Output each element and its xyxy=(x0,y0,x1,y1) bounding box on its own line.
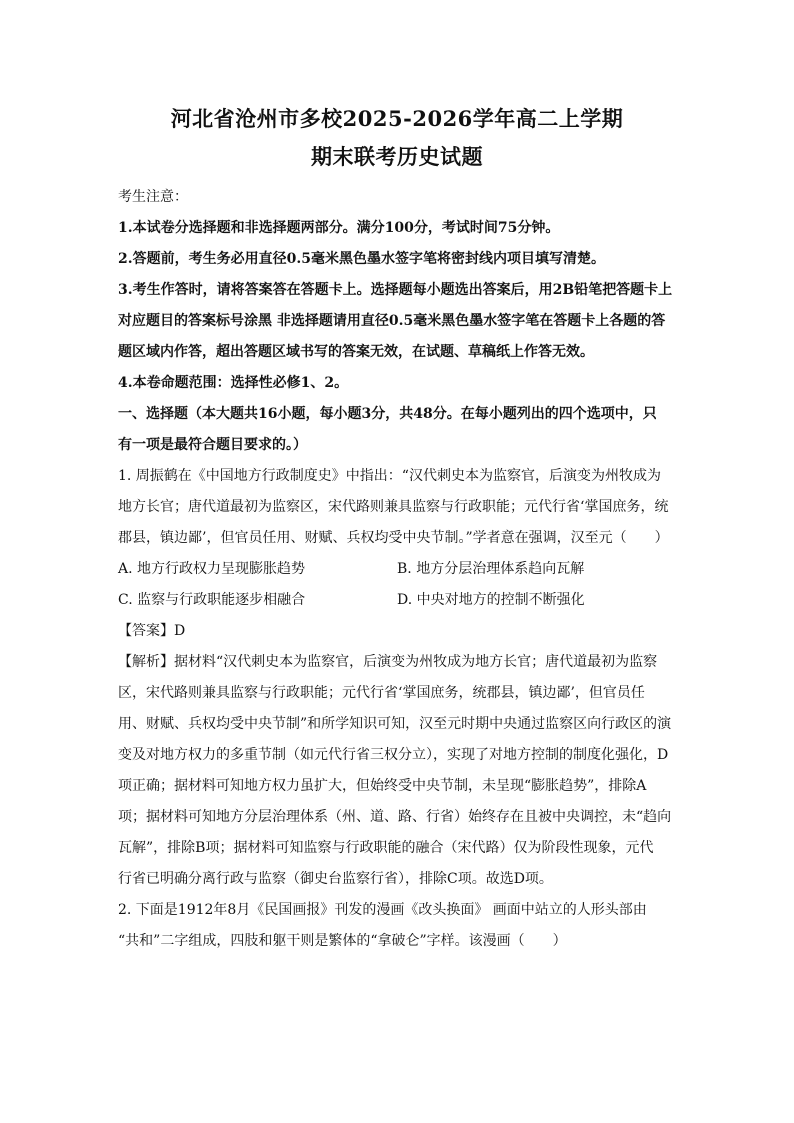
exam-title-line1: 河北省沧州市多校2025-2026学年高二上学期 xyxy=(170,106,624,131)
q2-stem-line2: “共和”二字组成，四肢和躯干则是繁体的“拿破仑”字样。该漫画（ ） xyxy=(118,933,567,949)
section-heading-line2: 有一项是最符合题目要求的。） xyxy=(118,437,307,453)
q1-analysis-line1: 【解析】据材料“汉代刺史本为监察官，后演变为州牧成为地方长官；唐代道最初为监察 xyxy=(118,654,658,670)
q1-option-b: B. 地方分层治理体系趋向瓦解 xyxy=(397,561,585,577)
q1-option-c: C. 监察与行政职能逐步相融合 xyxy=(118,592,306,608)
q1-analysis-line8: 行省已明确分离行政与监察（御史台监察行省），排除C项。故选D项。 xyxy=(118,871,553,887)
notice-item-2: 2.答题前，考生务必用直径0.5毫米黑色墨水签字笔将密封线内项目填写清楚。 xyxy=(118,251,605,267)
exam-title-line2: 期末联考历史试题 xyxy=(311,144,483,169)
q1-options xyxy=(118,554,676,616)
q1-analysis-line6: 项；据材料可知地方分层治理体系（州、道、路、行省）始终存在且被中央调控，未“趋向 xyxy=(118,809,672,825)
q1-analysis-line7: 瓦解”，排除B项；据材料可知监察与行政职能的融合（宋代路）仅为阶段性现象，元代 xyxy=(118,840,654,856)
question-2 xyxy=(118,895,676,957)
q1-analysis-line4: 变及对地方权力的多重节制（如元代行省三权分立），实现了对地方控制的制度化强化，D xyxy=(118,747,669,763)
q1-analysis-line3: 用、财赋、兵权均受中央节制”和所学知识可知，汉至元时期中央通过监察区向行政区的演 xyxy=(118,716,672,732)
section-heading-line1: 一、选择题（本大题共16小题，每小题3分，共48分。在每小题列出的四个选项中，只 xyxy=(118,406,657,422)
notice-item-3-cont: 对应题目的答案标号涂黑 非选择题请用直径0.5毫米黑色墨水签字笔在答题卡上各题的答 xyxy=(118,313,666,329)
notice-heading: 考生注意： xyxy=(118,189,188,205)
q1-analysis-line2: 区，宋代路则兼具监察与行政职能；元代行省‘掌国庶务，统郡县，镇边鄙’，但官员任 xyxy=(118,685,645,701)
notice-item-3-cont2: 题区域内作答，超出答题区域书写的答案无效，在试题、草稿纸上作答无效。 xyxy=(118,344,594,360)
q1-analysis-line5: 项正确；据材料可知地方权力虽扩大，但始终受中央节制，未呈现“膨胀趋势”，排除A xyxy=(118,778,647,794)
q2-stem-line1: 2. 下面是1912年8月《民国画报》刊发的漫画《改头换面》 画面中站立的人形头部由 xyxy=(118,902,647,918)
notice-item-1: 1.本试卷分选择题和非选择题两部分。满分100分，考试时间75分钟。 xyxy=(118,220,560,236)
q1-option-a: A. 地方行政权力呈现膨胀趋势 xyxy=(118,561,306,577)
notice-item-3: 3.考生作答时，请将答案答在答题卡上。选择题每小题选出答案后，用2B铅笔把答题卡上 xyxy=(118,282,673,298)
q1-option-d: D. 中央对地方的控制不断强化 xyxy=(397,592,585,608)
q1-stem-line1: 1. 周振鹤在《中国地方行政制度史》中指出：“汉代刺史本为监察官，后演变为州牧成为 xyxy=(118,468,661,484)
notice-block xyxy=(118,182,676,399)
question-1 xyxy=(118,461,676,895)
notice-item-4: 4.本卷命题范围：选择性必修1、2。 xyxy=(118,375,349,391)
q1-stem-line2: 地方长官；唐代道最初为监察区，宋代路则兼具监察与行政职能；元代行省‘掌国庶务，统 xyxy=(118,499,669,515)
section-heading xyxy=(118,399,676,461)
q1-answer: 【答案】D xyxy=(118,623,186,639)
q1-stem-line3: 郡县，镇边鄙’，但官员任用、财赋、兵权均受中央节制。”学者意在强调，汉至元（ ） xyxy=(118,530,669,546)
